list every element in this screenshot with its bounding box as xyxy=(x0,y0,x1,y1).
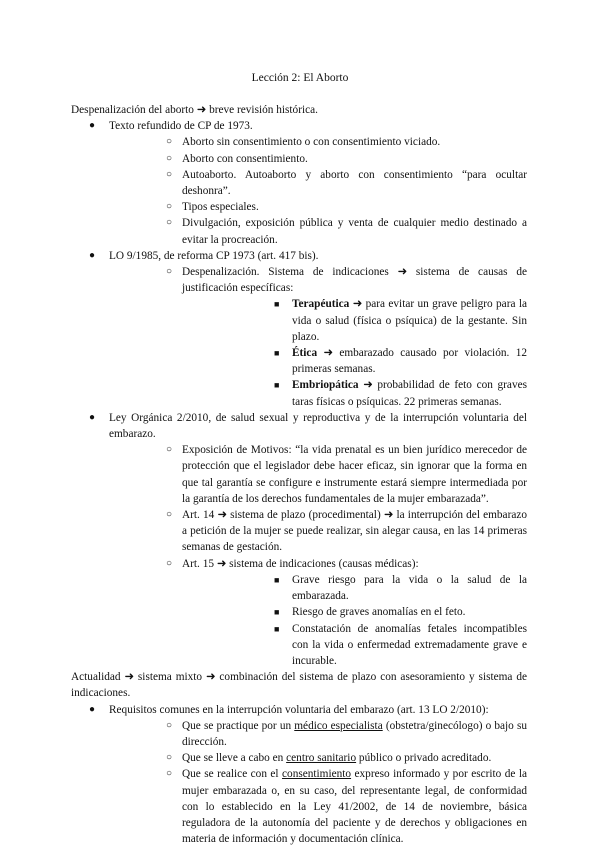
list-item-text: Aborto sin consentimiento o con consentimiento viciado. xyxy=(182,136,441,149)
list-item xyxy=(109,151,527,167)
history-list xyxy=(71,118,527,669)
underlined-term: médico especialista xyxy=(294,719,383,732)
list-item-text: Riesgo de graves anomalías en el feto. xyxy=(292,606,466,619)
arrow-icon: ➜ xyxy=(352,298,363,311)
square-bullet-icon: ■ xyxy=(274,299,280,310)
list-item-text: Que se lleve a cabo en xyxy=(182,752,284,765)
circle-bullet-icon: ○ xyxy=(166,266,173,278)
list-item-text-2: (obstetra/ginecólogo) o bajo su dirección. xyxy=(182,719,527,748)
list-item-text-2: sistema de indicaciones (causas médicas): xyxy=(229,557,419,570)
underlined-term: consentimiento xyxy=(282,768,352,781)
list-item-text: Art. 15 xyxy=(182,557,215,570)
list-item-text-2: sistema de plazo (procedimental) xyxy=(230,509,381,522)
arrow-icon: ➜ xyxy=(216,557,227,570)
heading-text: Actualidad xyxy=(71,671,121,684)
term-text: para evitar un grave peligro para la vida o salud (física o psíquica) de la gestante. Sin plazo. xyxy=(292,298,528,343)
term-bold: Terapéutica xyxy=(292,298,350,311)
list-item-text: Que se practique por un xyxy=(182,719,292,732)
list-item xyxy=(109,264,527,410)
square-bullet-icon: ■ xyxy=(274,607,280,618)
list-item-centro xyxy=(109,750,527,766)
list-item-text: Despenalización. Sistema de indicaciones xyxy=(182,266,389,279)
page-title: Lección 2: El Aborto xyxy=(251,72,349,84)
term-text: embarazado causado por violación. 12 primeras semanas. xyxy=(292,347,527,376)
square-bullet-icon: ■ xyxy=(274,348,280,359)
arrow-icon: ➜ xyxy=(124,671,134,684)
list-item-text-2: sistema de causas de justificación específicas: xyxy=(182,266,528,295)
art15-sublist xyxy=(182,572,527,669)
circle-bullet-icon: ○ xyxy=(166,152,173,164)
list-item xyxy=(109,134,527,150)
list-item-text-3: la interrupción del embarazo a petición de la mujer se puede realizar, sin alegar causa, en las 14 primeras semanas de gestación. xyxy=(182,509,528,554)
list-item-requisitos xyxy=(71,702,527,848)
circle-bullet-icon: ○ xyxy=(166,444,173,456)
list-item-text: Aborto con consentimiento. xyxy=(182,152,308,165)
list-item-label: Requisitos comunes en la interrupción voluntaria del embarazo (art. 13 LO 2/2010): xyxy=(109,703,489,716)
list-item-text: Autoaborto. Autoaborto y aborto con consentimiento “para ocultar deshonra”. xyxy=(182,168,527,198)
list-item-embriopatica xyxy=(182,377,527,409)
list-item-cp1973 xyxy=(71,118,527,248)
list-item-terapeutica xyxy=(182,296,527,345)
bullet-icon: ● xyxy=(89,120,96,132)
list-item-text: Tipos especiales. xyxy=(182,201,259,214)
list-item-etica xyxy=(182,345,527,377)
list-item xyxy=(182,572,527,604)
heading-text-2: breve revisión histórica. xyxy=(209,104,318,116)
term-bold: Embriopática xyxy=(292,379,359,392)
requisitos-list xyxy=(71,702,527,848)
list-item xyxy=(109,167,527,199)
arrow-icon: ➜ xyxy=(323,347,333,360)
list-item xyxy=(109,215,527,247)
list-item-lo2010 xyxy=(71,410,527,669)
document-body xyxy=(71,102,527,847)
arrow-icon: ➜ xyxy=(383,509,394,522)
list-item-art15 xyxy=(109,556,527,669)
circle-bullet-icon: ○ xyxy=(166,557,173,569)
list-item-consentimiento xyxy=(109,766,527,847)
list-item-text: Exposición de Motivos: “la vida prenatal es un bien jurídico merecedor de protección que el legislador debe hacer eficaz, sin ignorar que la forma en que tal garantía se configure e instrumente estará siempre intermediada por la garantía de los derechos fundamentales de la mujer embarazada”. xyxy=(182,444,527,505)
circle-bullet-icon: ○ xyxy=(166,217,173,229)
list-item-text-2: público o privado acreditado. xyxy=(358,752,492,765)
requisitos-sublist xyxy=(109,718,527,848)
list-item-text: Divulgación, exposición pública y venta de cualquier medio destinado a evitar la procreación. xyxy=(182,217,527,246)
term-bold: Ética xyxy=(292,347,318,360)
heading-text-3: combinación del sistema de plazo con asesoramiento y sistema de indicaciones. xyxy=(71,671,528,700)
bullet-icon: ● xyxy=(89,703,96,715)
lo2010-sublist xyxy=(109,442,527,669)
list-item xyxy=(182,621,527,670)
arrow-icon: ➜ xyxy=(196,104,207,116)
circle-bullet-icon: ○ xyxy=(166,201,173,213)
heading-text-2: sistema mixto xyxy=(137,671,203,684)
list-item-text: Constatación de anomalías fetales incompatibles con la vida o enfermedad extremadamente grave e incurable. xyxy=(292,622,527,667)
list-item-medico xyxy=(109,718,527,750)
underlined-term: centro sanitario xyxy=(286,752,357,765)
list-item-label: LO 9/1985, de reforma CP 1973 (art. 417 bis). xyxy=(109,249,319,262)
circle-bullet-icon: ○ xyxy=(166,136,173,148)
heading-text: Despenalización del aborto xyxy=(71,104,194,116)
circle-bullet-icon: ○ xyxy=(166,509,173,521)
circle-bullet-icon: ○ xyxy=(166,719,173,731)
list-item xyxy=(109,199,527,215)
section-heading-despenalizacion xyxy=(71,102,527,118)
circle-bullet-icon: ○ xyxy=(166,752,173,764)
arrow-icon: ➜ xyxy=(217,509,227,522)
arrow-icon: ➜ xyxy=(206,671,216,684)
circle-bullet-icon: ○ xyxy=(166,168,173,180)
indicaciones-sublist xyxy=(182,296,527,409)
arrow-icon: ➜ xyxy=(397,266,408,279)
cp1973-sublist xyxy=(109,134,527,247)
square-bullet-icon: ■ xyxy=(274,380,280,391)
square-bullet-icon: ■ xyxy=(274,623,280,634)
list-item-text-2: expreso informado y por escrito de la mujer embarazada o, en su caso, del representante legal, de conformidad con lo establecido en la Ley 41/2002, de 14 de noviembre, básica reguladora de la autonomía del paciente y de derechos y obligaciones en materia de información y documentación clínica. xyxy=(182,768,528,846)
list-item-text: Grave riesgo para la vida o la salud de la embarazada. xyxy=(292,573,527,603)
section-heading-actualidad xyxy=(71,669,527,701)
circle-bullet-icon: ○ xyxy=(166,768,173,780)
square-bullet-icon: ■ xyxy=(274,574,280,585)
lo1985-sublist xyxy=(109,264,527,410)
arrow-icon: ➜ xyxy=(363,379,373,392)
list-item xyxy=(182,604,527,620)
list-item-label: Texto refundido de CP de 1973. xyxy=(109,120,253,133)
bullet-icon: ● xyxy=(89,411,96,423)
list-item-text: Que se realice con el xyxy=(182,768,279,781)
list-item-motivos xyxy=(109,442,527,507)
list-item-text: Art. 14 xyxy=(182,509,215,522)
list-item-lo1985 xyxy=(71,248,527,410)
bullet-icon: ● xyxy=(89,249,96,261)
list-item-art14 xyxy=(109,507,527,556)
term-text: probabilidad de feto con graves taras físicas o psíquicas. 22 primeras semanas. xyxy=(292,379,528,408)
list-item-label: Ley Orgánica 2/2010, de salud sexual y reproductiva y de la interrupción voluntaria del embarazo. xyxy=(109,411,527,441)
